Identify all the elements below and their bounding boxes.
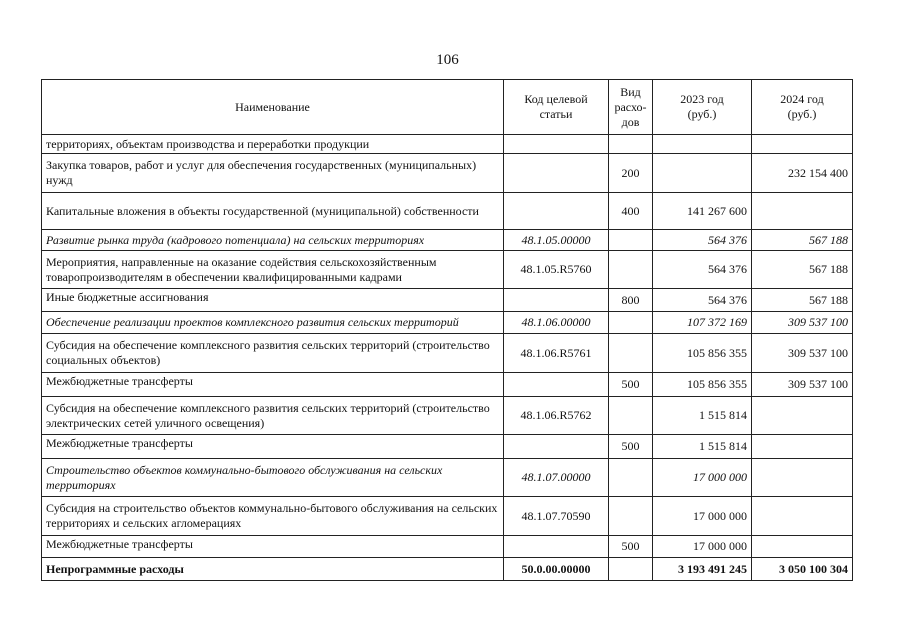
cell-name: Развитие рынка труда (кадрового потенциала) на сельских территориях: [42, 230, 504, 251]
cell-code: [504, 536, 609, 558]
cell-2024: 3 050 100 304: [752, 558, 853, 581]
cell-2024: 567 188: [752, 230, 853, 251]
cell-name: Капитальные вложения в объекты государственной (муниципальной) собственности: [42, 193, 504, 230]
cell-name: Мероприятия, направленные на оказание содействия сельскохозяйственным товаропроизводителям в обеспечении квалифицированными кадрами: [42, 251, 504, 289]
cell-kind: [609, 135, 653, 154]
cell-2024: 309 537 100: [752, 312, 853, 334]
cell-2024: 309 537 100: [752, 373, 853, 397]
cell-2023: 1 515 814: [653, 435, 752, 459]
cell-2024: 232 154 400: [752, 154, 853, 193]
cell-code: 48.1.05.R5760: [504, 251, 609, 289]
cell-2023: 564 376: [653, 289, 752, 312]
cell-code: [504, 435, 609, 459]
header-kind-line2: расхо-: [614, 99, 647, 114]
table-row: [42, 154, 853, 193]
header-name: [42, 80, 504, 135]
cell-2024: [752, 435, 853, 459]
header-code-line2: статьи: [539, 107, 573, 121]
cell-2024: [752, 193, 853, 230]
cell-2024: [752, 459, 853, 497]
header-2024-line2: (руб.): [787, 107, 817, 121]
cell-kind: [609, 334, 653, 373]
cell-name: Субсидия на строительство объектов коммунально-бытового обслуживания на сельских территориях и сельских агломерациях: [42, 497, 504, 536]
cell-kind: [609, 251, 653, 289]
cell-2024: [752, 135, 853, 154]
budget-table: [41, 79, 853, 581]
cell-2024: [752, 397, 853, 435]
cell-name: Иные бюджетные ассигнования: [42, 289, 504, 312]
header-2023-line1: 2023 год: [680, 92, 724, 106]
cell-2023: 141 267 600: [653, 193, 752, 230]
table-row: [42, 397, 853, 435]
table-row: [42, 230, 853, 251]
cell-name: территориях, объектам производства и переработки продукции: [42, 135, 504, 154]
cell-name: Субсидия на обеспечение комплексного развития сельских территорий (строительство социальных объектов): [42, 334, 504, 373]
cell-kind: 500: [609, 536, 653, 558]
cell-code: 48.1.06.00000: [504, 312, 609, 334]
cell-kind: [609, 312, 653, 334]
table-row: [42, 289, 853, 312]
cell-2023: 3 193 491 245: [653, 558, 752, 581]
cell-kind: 400: [609, 193, 653, 230]
cell-2024: [752, 536, 853, 558]
cell-code: [504, 135, 609, 154]
cell-kind: 800: [609, 289, 653, 312]
cell-code: [504, 193, 609, 230]
cell-code: 48.1.07.70590: [504, 497, 609, 536]
header-kind-line3: дов: [621, 114, 640, 129]
cell-code: 50.0.00.00000: [504, 558, 609, 581]
cell-name: Закупка товаров, работ и услуг для обеспечения государственных (муниципальных) нужд: [42, 154, 504, 193]
cell-name: Межбюджетные трансферты: [42, 373, 504, 397]
table-row: [42, 251, 853, 289]
table-row: [42, 193, 853, 230]
header-kind: [609, 80, 653, 135]
table-header-row: [42, 80, 853, 135]
table-row: [42, 373, 853, 397]
table-row: [42, 536, 853, 558]
cell-code: 48.1.06.R5762: [504, 397, 609, 435]
cell-name: Межбюджетные трансферты: [42, 536, 504, 558]
cell-code: [504, 154, 609, 193]
header-code: [504, 80, 609, 135]
cell-2024: 567 188: [752, 289, 853, 312]
cell-2023: 17 000 000: [653, 497, 752, 536]
cell-kind: 500: [609, 435, 653, 459]
cell-code: 48.1.07.00000: [504, 459, 609, 497]
cell-2024: 309 537 100: [752, 334, 853, 373]
header-name-label: Наименование: [235, 99, 310, 114]
cell-2023: 105 856 355: [653, 373, 752, 397]
cell-2023: [653, 154, 752, 193]
cell-name: Строительство объектов коммунально-бытового обслуживания на сельских территориях: [42, 459, 504, 497]
cell-kind: [609, 230, 653, 251]
table-row: [42, 135, 853, 154]
table-row: [42, 435, 853, 459]
cell-2023: 17 000 000: [653, 459, 752, 497]
cell-2023: 107 372 169: [653, 312, 752, 334]
table-row: [42, 312, 853, 334]
cell-2023: 1 515 814: [653, 397, 752, 435]
cell-kind: 500: [609, 373, 653, 397]
cell-2023: 105 856 355: [653, 334, 752, 373]
cell-name: Непрограммные расходы: [42, 558, 504, 581]
page-number: 106: [436, 52, 459, 68]
cell-kind: [609, 497, 653, 536]
cell-code: 48.1.06.R5761: [504, 334, 609, 373]
cell-code: [504, 289, 609, 312]
cell-name: Субсидия на обеспечение комплексного развития сельских территорий (строительство электрических сетей уличного освещения): [42, 397, 504, 435]
cell-name: Межбюджетные трансферты: [42, 435, 504, 459]
cell-kind: [609, 459, 653, 497]
cell-name: Обеспечение реализации проектов комплексного развития сельских территорий: [42, 312, 504, 334]
cell-kind: [609, 397, 653, 435]
cell-kind: [609, 558, 653, 581]
table-row: [42, 334, 853, 373]
header-2023-line2: (руб.): [687, 107, 717, 121]
cell-2023: 564 376: [653, 230, 752, 251]
cell-2023: [653, 135, 752, 154]
cell-code: [504, 373, 609, 397]
table-row: [42, 459, 853, 497]
cell-2023: 564 376: [653, 251, 752, 289]
cell-2024: 567 188: [752, 251, 853, 289]
header-2024: [752, 80, 853, 135]
table-row: [42, 497, 853, 536]
header-kind-line1: Вид: [620, 84, 641, 99]
header-2023: [653, 80, 752, 135]
table-row-total: [42, 558, 853, 581]
header-code-line1: Код целевой: [524, 92, 588, 106]
cell-code: 48.1.05.00000: [504, 230, 609, 251]
header-2024-line1: 2024 год: [780, 92, 824, 106]
cell-kind: 200: [609, 154, 653, 193]
cell-2024: [752, 497, 853, 536]
cell-2023: 17 000 000: [653, 536, 752, 558]
